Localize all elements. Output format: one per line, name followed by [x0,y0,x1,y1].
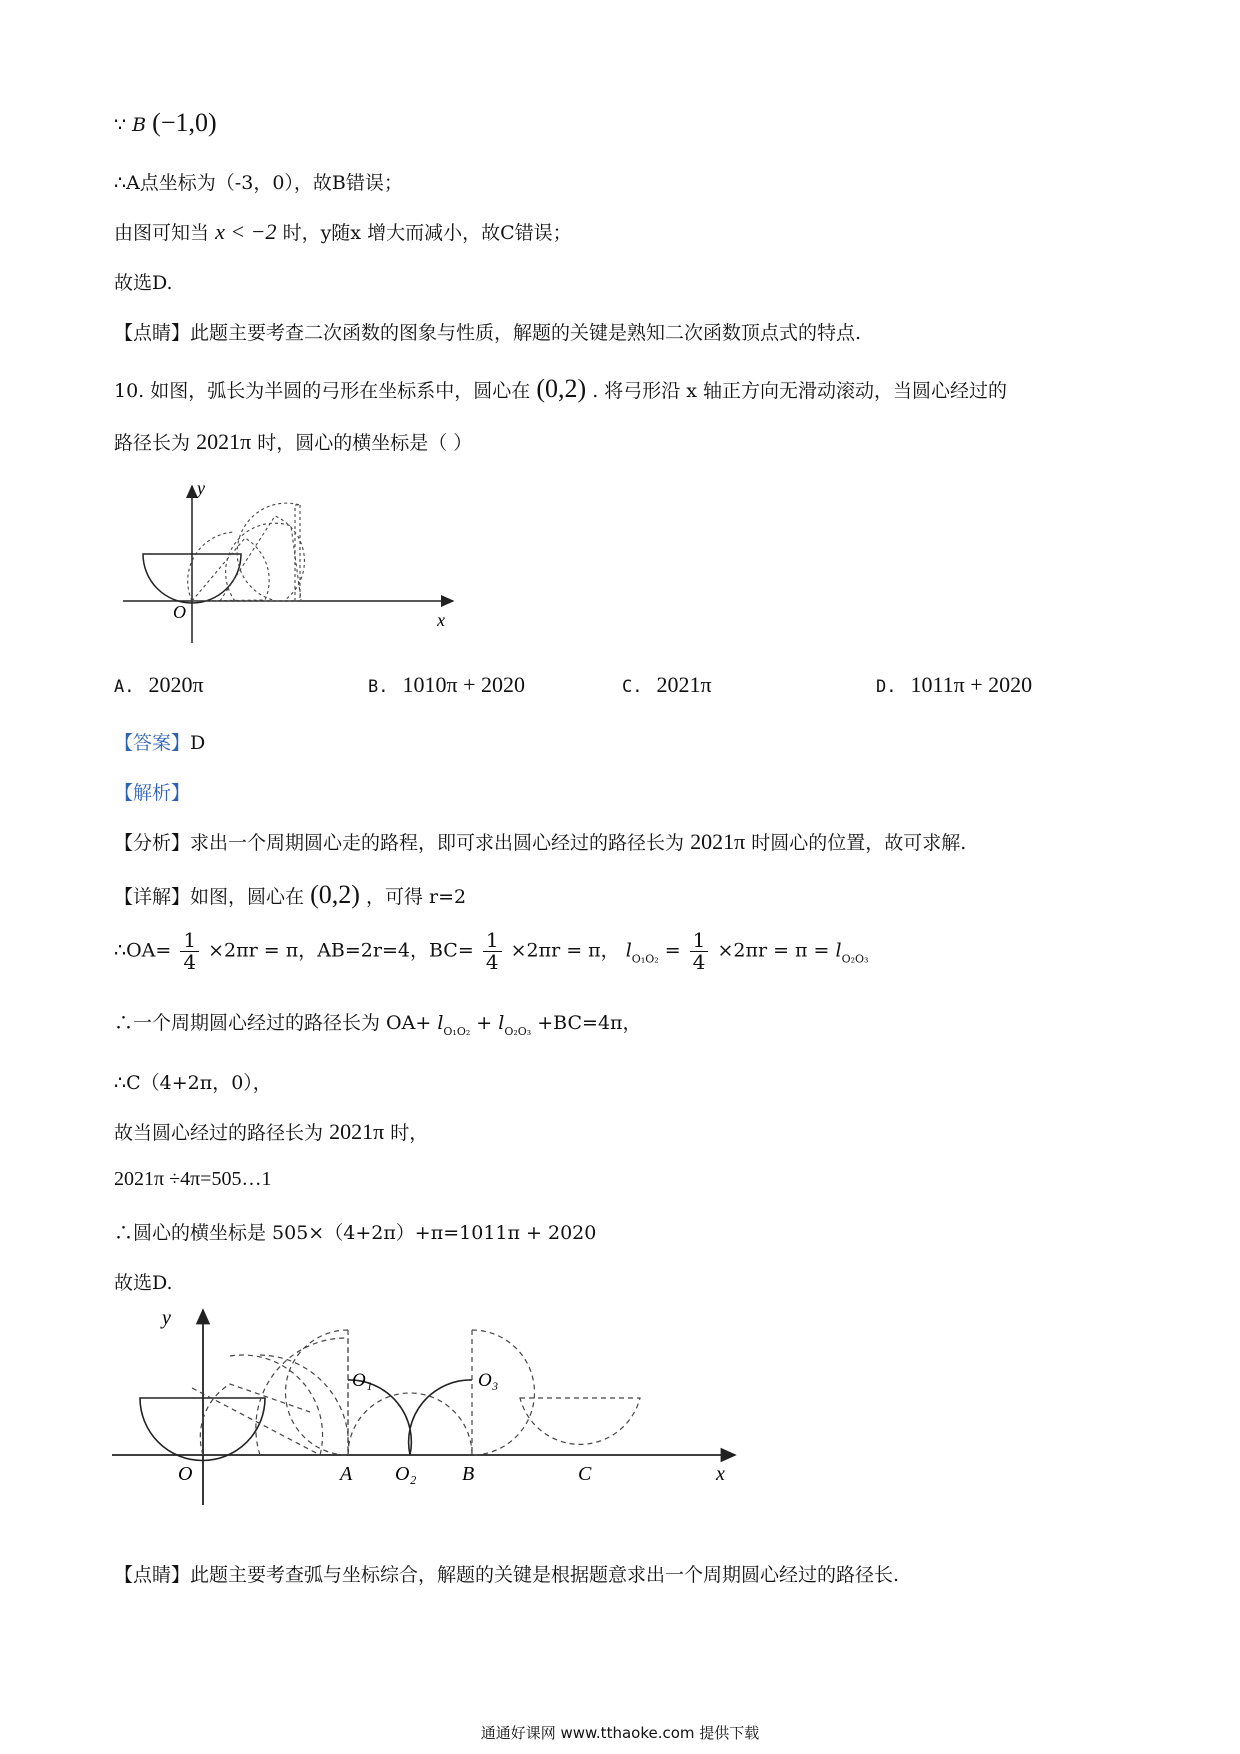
answer-tag: 【答案】 [114,732,191,754]
dianjing-text: 此题主要考查弧与坐标综合，解题的关键是根据题意求出一个周期圆心经过的路径长. [190,1564,900,1586]
point-a-label: A [340,1463,353,1485]
arc-subscript: O₁O₂ [443,1025,471,1038]
y-label: y [197,478,205,498]
question-text: . 将弓形沿 x 轴正方向无滑动滚动，当圆心经过的 [592,380,1008,402]
frac-den: 4 [485,950,499,974]
eq-text: +BC=4π， [537,1012,642,1034]
eq-text: ×2πr = π，AB=2r=4，BC= [208,939,474,962]
choice-value: 2021π [656,672,712,697]
center-coord: (0,2) [536,374,587,403]
path-length: 2021π [329,1119,385,1144]
line-final: ∴圆心的横坐标是 505×（4+2π）+π=1011π + 2020 [114,1222,597,1244]
fenxi-text: 时圆心的位置，故可求解. [751,832,967,854]
fenxi-line [114,828,966,855]
eq-text: ×2πr = π， [510,939,620,962]
arc-symbol: l [835,939,842,962]
frac-num: 1 [690,930,709,952]
x-label: x [437,610,445,630]
point-c-label: C [578,1463,592,1485]
dianjing-tag: 【点睛】 [114,1564,191,1586]
choice-d[interactable] [876,672,1032,698]
answer-value: D [190,732,206,754]
rolling-positions [188,503,305,601]
eq-text: + [476,1012,493,1034]
answer-line [114,728,205,755]
point-o2-label: O₂ [395,1463,417,1485]
xiangjie-tag: 【详解】 [114,886,191,908]
fenxi-text: 求出一个周期圆心走的路程，即可求出圆心经过的路径长为 [190,832,685,854]
arc-symbol: l [437,1012,444,1034]
question-figure [115,478,465,648]
frac-num: 1 [483,930,502,952]
frac-num: 1 [180,930,199,952]
path-length: 2021π [196,429,252,454]
line-when [114,1118,428,1145]
question-text: 10. 如图，弧长为半圆的弓形在坐标系中，圆心在 [114,380,531,402]
text-segment: 由图可知当 [114,222,210,244]
solution-figure [110,1300,750,1520]
point-b-coord: (−1,0) [152,108,217,137]
fraction-quarter [483,930,502,973]
line-point-c: ∴C（4+2π，0）， [114,1072,272,1094]
page-footer: 通通好课网 www.tthaoke.com 提供下载 [480,1724,760,1742]
text-segment: 时，y随x 增大而减小，故C错误； [282,222,572,244]
line-given-b [114,108,217,138]
question-text: 路径长为 [114,432,191,454]
line-figure-known [114,218,572,245]
analysis-tag: 【解析】 [114,782,191,804]
choice-c[interactable] [622,672,712,698]
eq-text: = [664,939,681,962]
dianjing-text: 此题主要考查二次函数的图象与性质，解题的关键是熟知二次函数顶点式的特点. [190,322,862,344]
line-point-a: ∴A点坐标为（-3，0），故B错误； [114,172,403,194]
fenxi-tag: 【分析】 [114,832,191,854]
question-text: 时，圆心的横坐标是（ ） [257,432,473,454]
center-path [348,1380,472,1455]
fraction-quarter [690,930,709,973]
point-b-label: B [462,1463,475,1485]
xiangjie-coord: (0,2) [310,880,360,909]
equation-period [114,1008,642,1038]
arc-subscript: O₂O₃ [841,952,869,966]
choice-value: 1010π + 2020 [402,672,525,697]
origin-label: O [173,602,186,622]
line-select-d-1: 故选D. [114,272,173,294]
eq-text: ×2πr = π = [717,939,830,962]
fenxi-math: 2021π [690,829,746,854]
eq-text: ∴一个周期圆心经过的路径长为 OA+ [114,1012,432,1034]
xiangjie-text: 如图，圆心在 [190,886,305,908]
choice-value: 1011π + 2020 [910,672,1033,697]
dianjing-tag: 【点睛】 [114,322,191,344]
choice-value: 2020π [148,672,204,697]
line-dianjing-2 [114,1560,899,1587]
line-division: 2021π ÷4π=505…1 [114,1168,272,1190]
equation-arc-lengths [114,930,868,973]
arc-subscript: O₁O₂ [631,952,659,966]
choice-label: B. [368,677,389,697]
text-segment: 故当圆心经过的路径长为 [114,1122,324,1144]
point-o1-label: O₁ [352,1370,373,1391]
arc-symbol: l [625,939,632,962]
xiangjie-text: ，可得 r=2 [365,886,467,908]
therefore-symbol: ∵ [114,114,127,136]
line-select-d-2: 故选D. [114,1272,173,1294]
x-label: x [716,1463,725,1485]
frac-den: 4 [692,950,706,974]
eq-text: ∴OA= [114,939,172,962]
point-b: B [132,114,147,136]
y-label: y [162,1307,171,1329]
arc-symbol: l [498,1012,505,1034]
choice-label: D. [876,677,897,697]
choice-b[interactable] [368,672,525,698]
point-o3-label: O₃ [478,1370,499,1391]
xiangjie-line [114,880,466,910]
rolling-positions [192,1330,640,1455]
arc-subscript: O₂O₃ [504,1025,532,1038]
question-10-line-2 [114,428,472,455]
frac-den: 4 [183,950,197,974]
text-segment: 时， [390,1122,429,1144]
choice-a[interactable] [114,672,204,698]
origin-label: O [178,1463,193,1485]
choice-label: C. [622,677,643,697]
line-dianjing-1 [114,318,861,345]
fraction-quarter [180,930,199,973]
question-10-line-1 [114,374,1007,404]
inequality: x < −2 [215,219,277,244]
choice-label: A. [114,677,135,697]
